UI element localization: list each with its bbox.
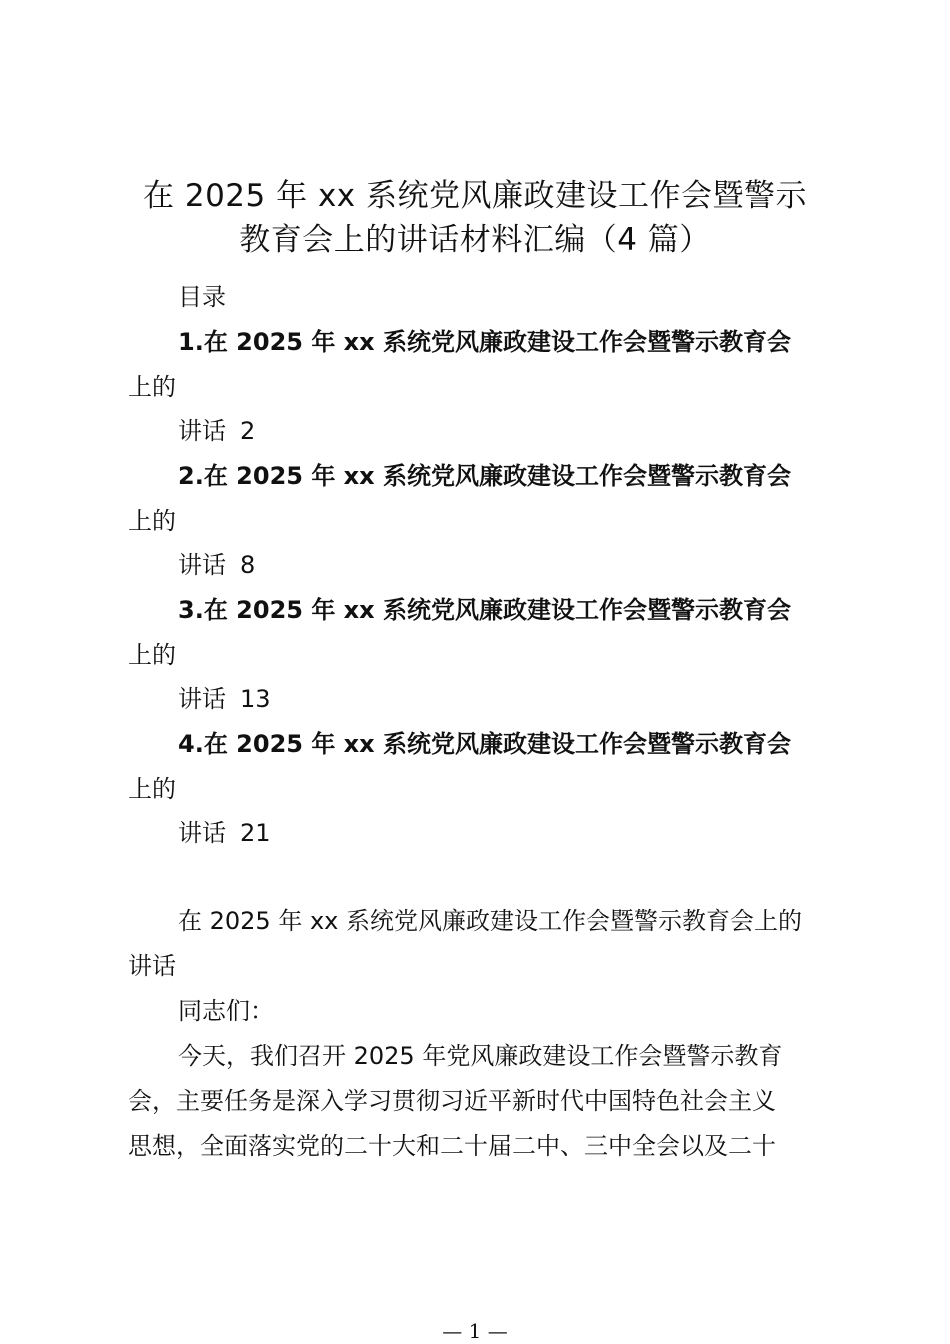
body-line-1: 今天，我们召开 2025 年党风廉政建设工作会暨警示教育	[178, 1042, 783, 1070]
toc-entry-title: 4.在 2025 年 xx 系统党风廉政建设工作会暨警示教育会	[178, 730, 791, 758]
toc-entry-title: 3.在 2025 年 xx 系统党风廉政建设工作会暨警示教育会	[178, 596, 791, 624]
toc-entry-page-number: 13	[240, 685, 271, 713]
toc-entry-title-end	[178, 682, 271, 716]
toc-entry-word: 讲话	[178, 819, 226, 847]
section-title-line-2: 讲话	[128, 952, 176, 980]
toc-entry-title-cont: 上的	[128, 641, 176, 669]
toc-entry-page-number: 8	[240, 551, 256, 579]
document-title	[90, 174, 860, 262]
body-line-2: 会，主要任务是深入学习贯彻习近平新时代中国特色社会主义	[128, 1087, 776, 1115]
toc-entry-title-end	[178, 414, 255, 448]
document-title-line-1: 在 2025 年 xx 系统党风廉政建设工作会暨警示	[143, 178, 807, 214]
body-paragraph	[128, 1034, 833, 1169]
body-line-3: 思想，全面落实党的二十大和二十届二中、三中全会以及二十	[128, 1132, 776, 1160]
toc-entry-title-cont: 上的	[128, 507, 176, 535]
page-number: — 1 —	[442, 1319, 508, 1343]
toc-heading: 目录	[178, 283, 226, 311]
salutation-text: 同志们：	[178, 997, 274, 1025]
document-title-line-2: 教育会上的讲话材料汇编（4 篇）	[239, 222, 711, 258]
toc-entry-page-number: 2	[240, 417, 256, 445]
toc-entry-title-end	[178, 548, 255, 582]
toc-entry-title-cont: 上的	[128, 373, 176, 401]
salutation	[128, 989, 833, 1034]
toc-entry-word: 讲话	[178, 685, 226, 713]
toc-entry-title-cont: 上的	[128, 775, 176, 803]
toc-entry-page-number: 21	[240, 819, 271, 847]
toc-entry-word: 讲话	[178, 417, 226, 445]
section-title-line-1: 在 2025 年 xx 系统党风廉政建设工作会暨警示教育会上的	[178, 907, 802, 935]
toc-entry-title-end	[178, 816, 271, 850]
toc-entry-word: 讲话	[178, 551, 226, 579]
toc-entry-title: 2.在 2025 年 xx 系统党风廉政建设工作会暨警示教育会	[178, 462, 791, 490]
toc-entry-title: 1.在 2025 年 xx 系统党风廉政建设工作会暨警示教育会	[178, 328, 791, 356]
section-title	[128, 899, 833, 989]
